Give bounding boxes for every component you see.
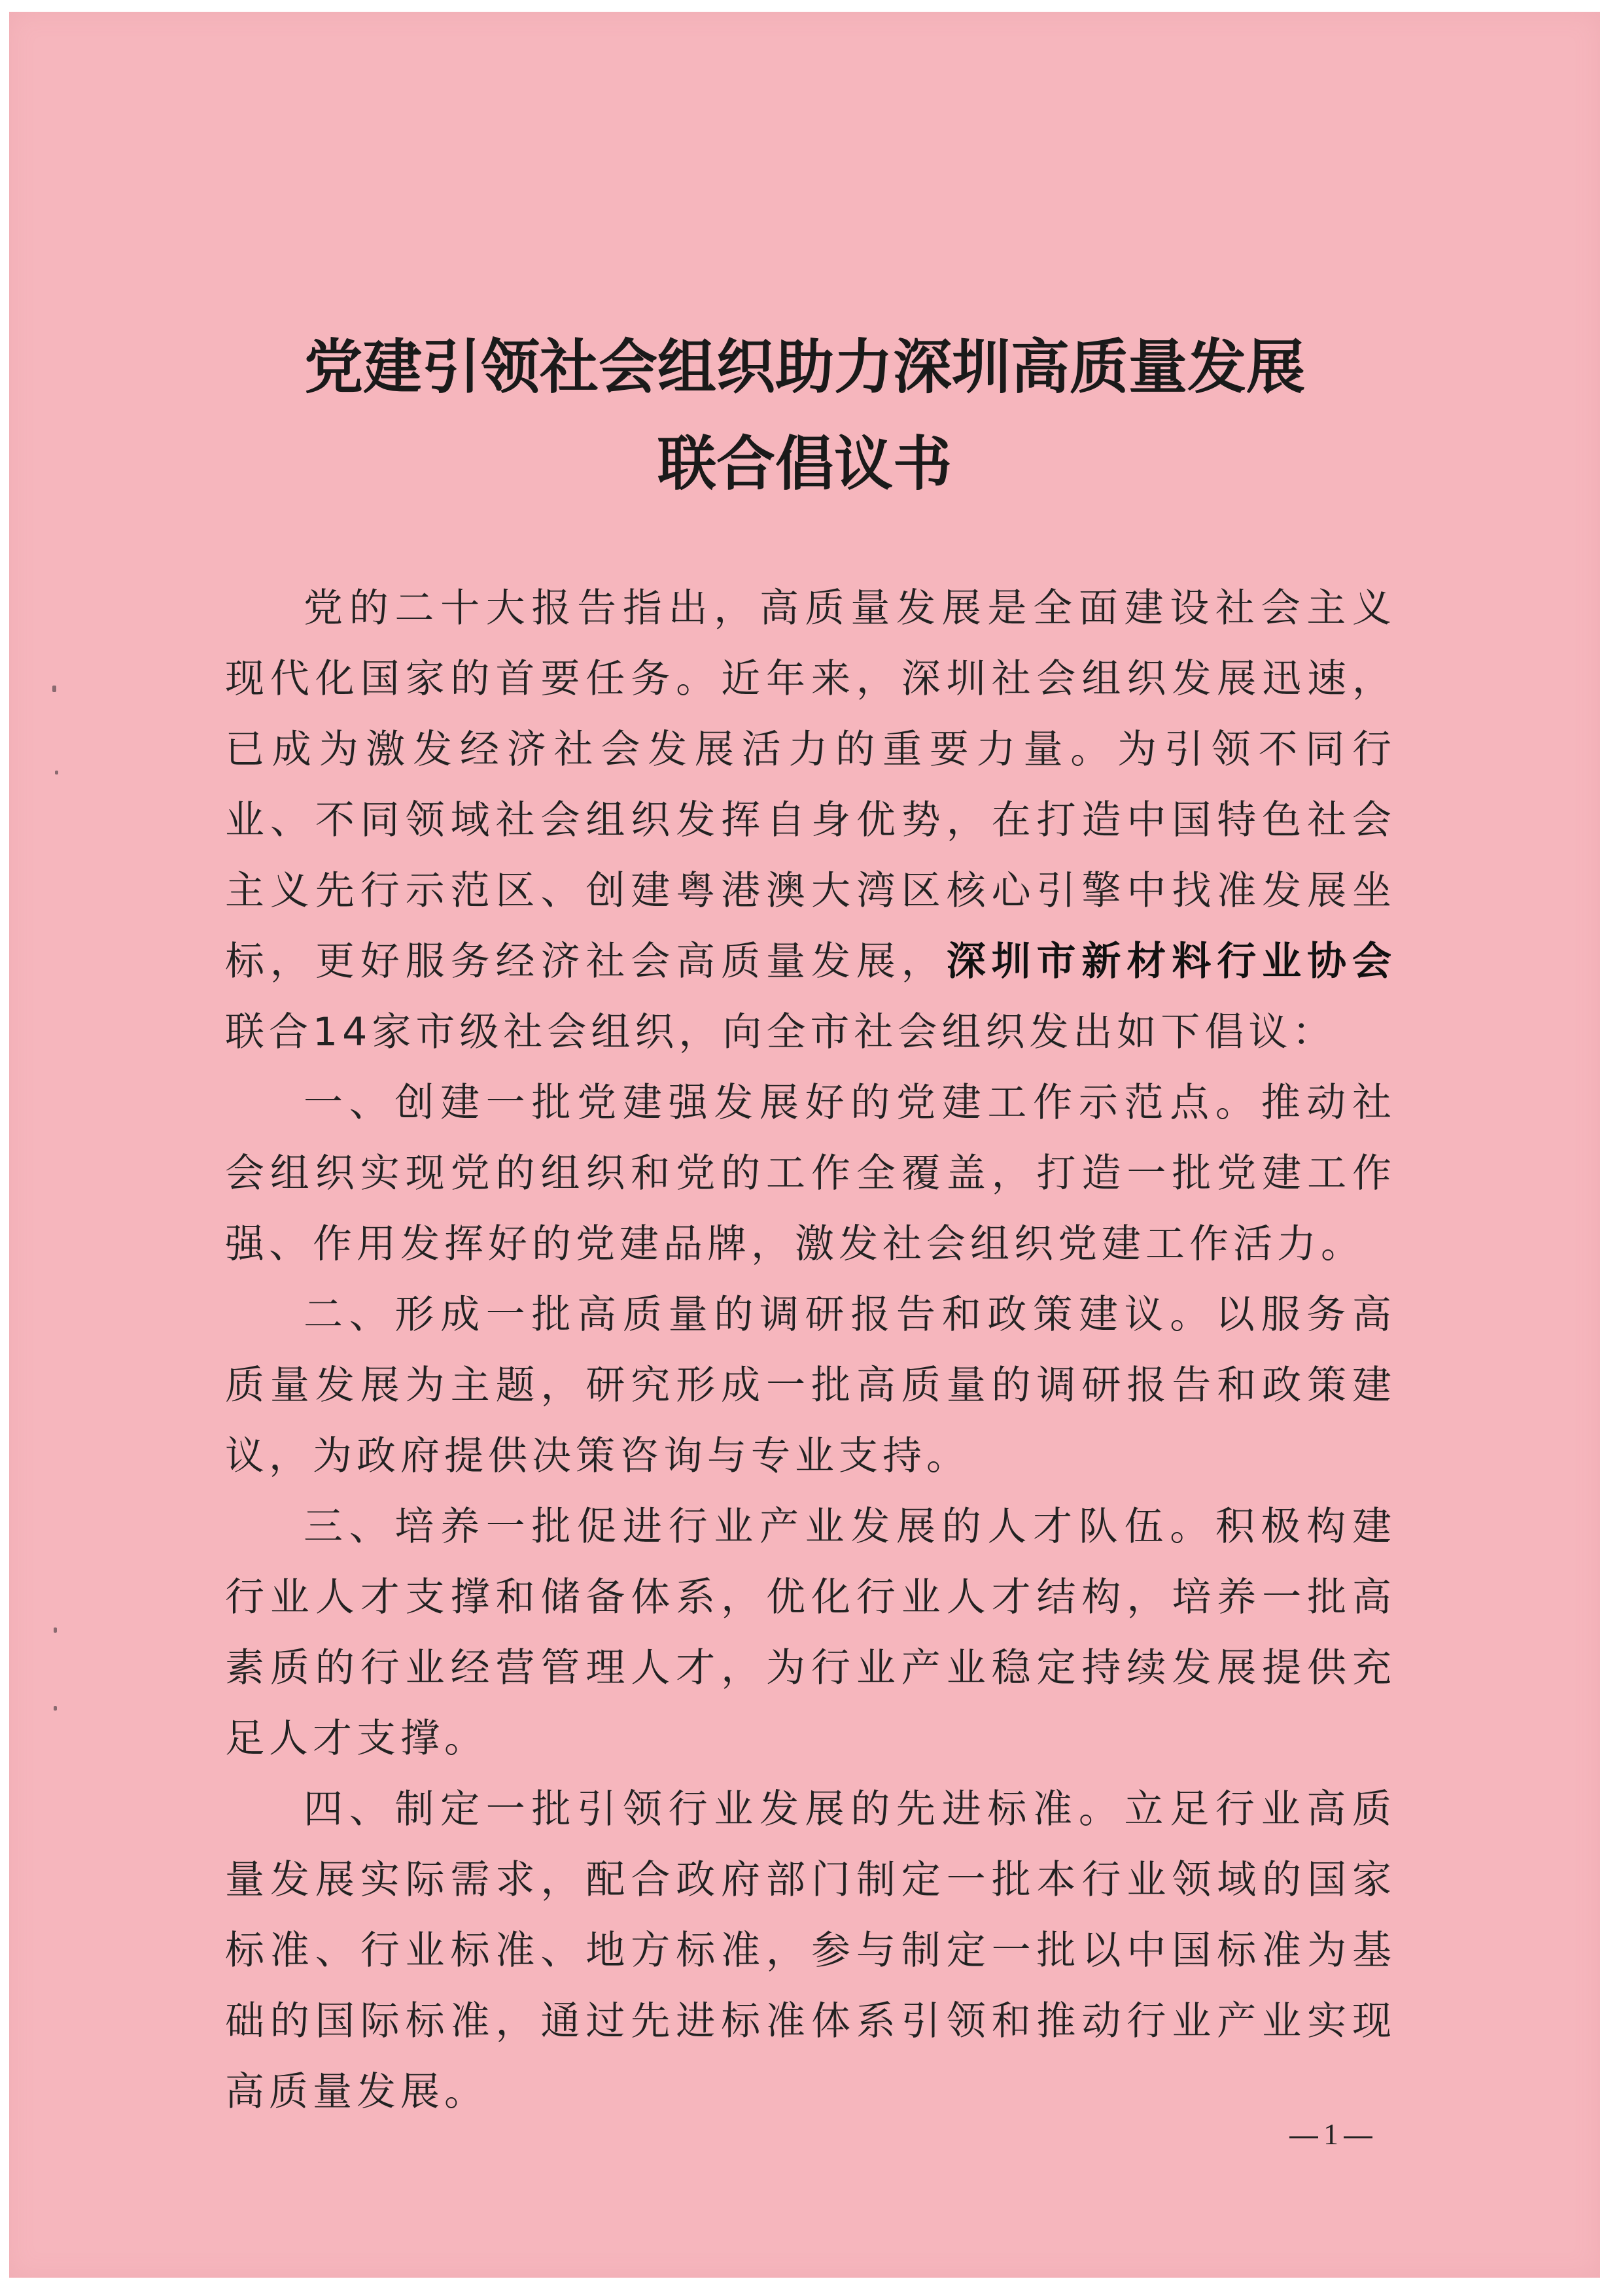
scan-speck	[54, 1627, 57, 1633]
initiative-item-3: 三、培养一批促进行业产业发展的人才队伍。积极构建行业人才支撑和储备体系，优化行业人才结构，培养一批高素质的行业经营管理人才，为行业产业稳定持续发展提供充足人才支撑。	[225, 1504, 1396, 1762]
page-number-dash-right	[1344, 2136, 1372, 2138]
scan-speck	[52, 686, 56, 692]
initiative-item-2: 二、形成一批高质量的调研报告和政策建议。以服务高质量发展为主题，研究形成一批高质量的调研报告和政策建议，为政府提供决策咨询与专业支持。	[225, 1292, 1396, 1479]
intro-paragraph	[225, 573, 1396, 1068]
page-number-dash-left	[1289, 2136, 1318, 2138]
intro-text-1: 党的二十大报告指出，高质量发展是全面建设社会主义现代化国家的首要任务。近年来，深圳社会组织发展迅速，已成为激发经济社会发展活力的重要力量。为引领不同行业、不同领域社会组织发挥自身优势，在打造中国特色社会主义先行示范区、创建粤港澳大湾区核心引擎中找准发展坐标，更好服务经济社会高质量发展，	[225, 585, 1396, 984]
page-number	[1284, 2117, 1378, 2151]
scan-speck	[55, 771, 58, 774]
document-body	[225, 573, 1396, 2127]
document-page	[9, 12, 1600, 2278]
document-title-line-2: 联合倡议书	[657, 429, 952, 498]
initiator-name: 深圳市新材料行业协会	[946, 939, 1397, 984]
page-number-value: 1	[1323, 2117, 1338, 2151]
document-title-line-1: 党建引领社会组织助力深圳高质量发展	[304, 332, 1305, 402]
initiative-item-1: 一、创建一批党建强发展好的党建工作示范点。推动社会组织实现党的组织和党的工作全覆盖，打造一批党建工作强、作用发挥好的党建品牌，激发社会组织党建工作活力。	[225, 1080, 1396, 1267]
initiative-item-4: 四、制定一批引领行业发展的先进标准。立足行业高质量发展实际需求，配合政府部门制定一批本行业领域的国家标准、行业标准、地方标准，参与制定一批以中国标准为基础的国际标准，通过先进标准体系引领和推动行业产业实现高质量发展。	[225, 1786, 1396, 2115]
intro-text-2: 联合14家市级社会组织，向全市社会组织发出如下倡议：	[225, 1009, 1336, 1055]
scan-speck	[54, 1706, 57, 1711]
